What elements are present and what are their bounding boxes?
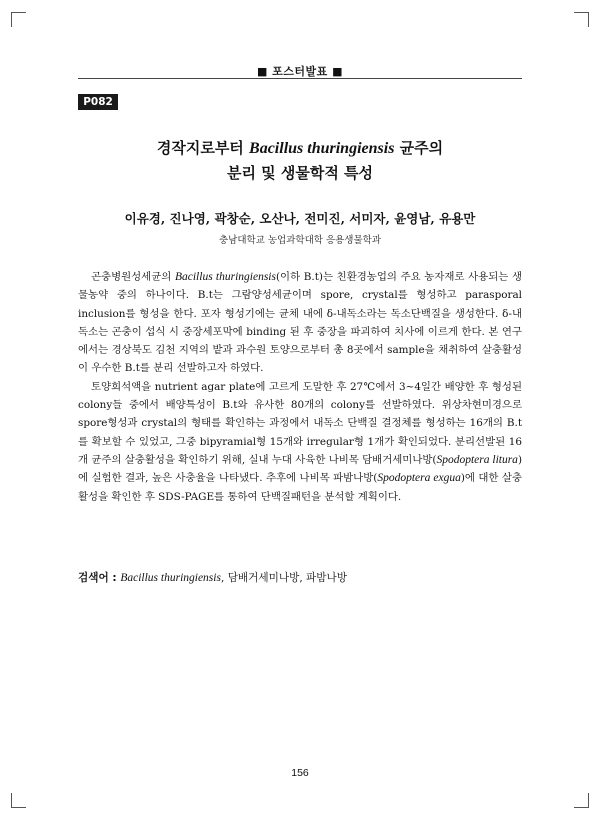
header-rule	[78, 78, 522, 79]
paper-title	[78, 136, 522, 185]
page-number: 156	[291, 767, 309, 779]
keywords-rest: , 담배거세미나방, 파밤나방	[220, 572, 347, 584]
keywords	[78, 570, 522, 585]
abstract-p1-text-a: 곤충병원성세균의	[91, 271, 175, 283]
author-list: 이유경, 진나영, 곽창순, 오산나, 전미진, 서미자, 윤영남, 유용만	[124, 211, 476, 226]
title-prefix: 경작지로부터	[156, 139, 250, 157]
keywords-label: 검색어 :	[78, 572, 121, 584]
abstract-p2-scientific-name-1: Spodoptera litura	[436, 453, 518, 466]
abstract-body	[78, 268, 522, 506]
abstract-p2-text-c: )에 대한 살충활성을 확인한 후 SDS-PAGE를 통하여 단백질패턴을 분석할 계획이다.	[78, 472, 522, 503]
crop-mark-top-left	[11, 12, 26, 27]
affiliation: 충남대학교 농업과학대학 응용생물학과	[218, 235, 382, 246]
crop-mark-top-right	[574, 12, 589, 27]
abstract-paragraph-1	[78, 268, 522, 378]
abstract-p2-scientific-name-2: Spodoptera exgua	[377, 472, 461, 485]
title-scientific-name: Bacillus thuringiensis	[249, 140, 395, 157]
section-label: ■ 포스터발표 ■	[256, 65, 344, 78]
crop-mark-bottom-left	[11, 793, 26, 808]
poster-code-badge: P082	[78, 94, 118, 110]
abstract-p2-text-a: 토양희석액을 nutrient agar plate에 고르게 도말한 후 27℃에서 3~4일간 배양한 후 형성된 colony들 중에서 배양특성이 B.t와 유사한 80개의 colony를 선발하였다. 위상차현미경으로 spore형성과 crystal의 형태를 확인하는 과정에서 내독소 단백질 결정체를 형성하는 16개의 B.t를 확보할 수 있었고, 그중 bipyramial형 15개와 irregular형 1개가 확인되었다. 분리선발된 16개 균주의 살충활성을 확인하기 위해, 실내 누대 사육한 나비목 담배거세미나방(	[78, 380, 522, 466]
title-line-1	[78, 136, 522, 161]
abstract-p2-text-b: )에 실험한 결과, 높은 사충율을 나타냈다. 추후에 나비목 파밤나방(	[78, 453, 522, 485]
abstract-p1-text-b: (이하 B.t)는 친환경농업의 주요 농자재로 사용되는 생물농약 중의 하나이다. B.t는 그람양성세균이며 spore, crystal를 형성하고 parasporal inclusion를 형성을 한다. 포자 형성기에는 균체 내에 δ-내독소라는 독소단백질을 생성한다. δ-내독소는 곤충이 섭식 시 중장세포막에 binding 된 후 중장을 파괴하여 치사에 이르게 한다. 본 연구에서는 경상북도 김천 지역의 밭과 과수원 토양으로부터 총 8곳에서 sample을 채취하여 살충활성이 우수한 B.t를 분리 선발하고자 하였다.	[78, 271, 522, 375]
title-line-2: 분리 및 생물학적 특성	[226, 164, 374, 182]
title-suffix: 균주의	[394, 139, 444, 157]
keywords-scientific-name: Bacillus thuringiensis	[120, 572, 221, 584]
abstract-paragraph-2	[78, 378, 522, 506]
crop-mark-bottom-right	[574, 793, 589, 808]
abstract-p1-scientific-name: Bacillus thuringiensis	[174, 271, 276, 283]
